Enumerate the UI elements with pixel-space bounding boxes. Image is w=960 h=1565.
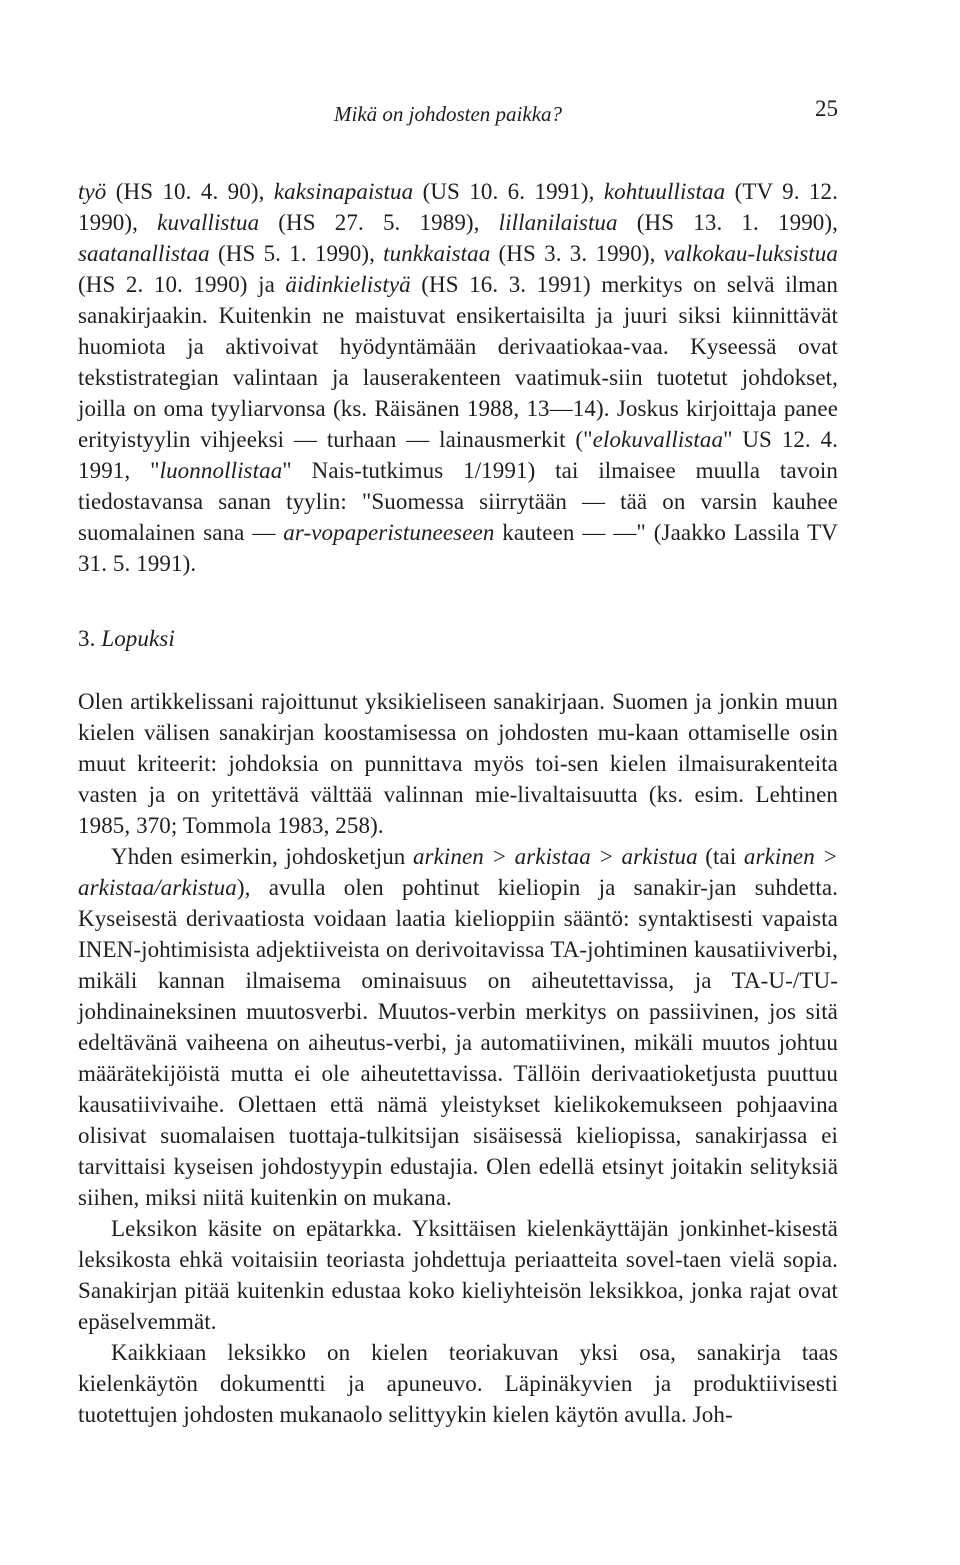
running-title: Mikä on johdosten paikka? (334, 102, 563, 126)
example-word: kohtuullistaa (603, 179, 726, 204)
text-span: (HS 16. 3. 1991) merkitys on selvä ilman sanakirjaakin. Kuitenkin ne maistuvat ensikertaisilta ja juuri siksi kiinnittävät huomiota ja aktivoivat hyödyntämään derivaatiokaa-vaa. Kyseessä ovat tekstistrategian valintaan ja lauserakenteen vaatimuk-siin tuotetut johdokset, joilla on oma tyyliarvonsa (ks. Räisänen 1988, 13—14). Joskus kirjoittaja panee erityistyylin vihjeeksi — turhaan — lainausmerkit (" (78, 272, 838, 452)
paragraph: Olen artikkelissani rajoittunut yksikieliseen sanakirjaan. Suomen ja jonkin muun kielen välisen sanakirjan koostamisessa on johdosten mu-kaan ottamiselle osin muut kriteerit: johdoksia on punnittava myös toi-sen kielen ilmaisurakenteita vasten ja on yritettävä välttää valinnan mie-livaltaisuutta (ks. esim. Lehtinen 1985, 370; Tommola 1983, 258). (78, 689, 838, 838)
text-span: (HS 3. 3. 1990), (490, 241, 664, 266)
text-span: (US 10. 6. 1991), (413, 179, 604, 204)
section-heading (78, 623, 838, 654)
text-span: (HS 27. 5. 1989), (259, 210, 499, 235)
example-word: elokuvallistaa (592, 427, 724, 452)
example-word: luonnollistaa (159, 458, 283, 483)
paragraph-continued (78, 176, 838, 579)
text-span: (tai (697, 844, 744, 869)
section-title: Lopuksi (101, 626, 175, 651)
example-word: ar-vopaperistuneeseen (283, 520, 495, 545)
example-word: äidinkielistyä (285, 272, 411, 297)
example-chain: arkinen > arkistaa/arkistua (78, 844, 839, 900)
book-page (78, 96, 838, 1430)
text-span: (HS 2. 10. 1990) ja (78, 272, 286, 297)
page-number: 25 (815, 96, 838, 121)
text-span: (HS 13. 1. 1990), (617, 210, 838, 235)
text-span: ), avulla olen pohtinut kieliopin ja sanakir-jan suhdetta. Kyseisestä derivaatiosta voidaan laatia kielioppiin sääntö: syntaktisesti vapaista INEN-johtimisista adjektiiveista on derivoitavissa TA-johtiminen kausatiiviverbi, mikäli kannan ilmaisema ominaisuus on aiheutettavissa, ja TA-U-/TU-johdinaineksinen muutosverbi. Muutos-verbin merkitys on passiivinen, jos sitä edeltävänä vaiheena on aiheutus-verbi, ja automatiivinen, mikäli muutos johtuu määrätekijöistä mutta ei ole aiheutettavissa. Tällöin derivaatioketjusta puuttuu kausatiivivaihe. Olettaen että nämä yleistykset kielikokemukseen pohjaavina olisivat suomalaisen tuottaja-tulkitsijan sisäisessä kieliopissa, sanakirjassa ei tarvittaisi kyseisen johdostyypin edustajia. Olen edellä etsinyt joitakin selityksiä siihen, miksi niitä kuitenkin on mukana. (78, 875, 838, 1210)
section-number: 3. (78, 626, 102, 651)
text-span: kauteen — —" (Jaakko Lassila TV 31. 5. 1991). (78, 520, 839, 576)
text-span: (TV 9. 12. 1990), (78, 179, 838, 235)
example-chain: arkinen > arkistaa > arkistua (412, 844, 698, 869)
example-word: työ (78, 179, 107, 204)
running-header (78, 96, 838, 136)
body-text (78, 176, 838, 1430)
example-word: valkokau-luksistua (663, 241, 838, 266)
example-word: saatanallistaa (78, 241, 210, 266)
text-span: (HS 5. 1. 1990), (209, 241, 384, 266)
paragraph (78, 841, 838, 1213)
example-word: tunkkaistaa (383, 241, 491, 266)
paragraph: Kaikkiaan leksikko on kielen teoriakuvan yksi osa, sanakirja taas kielenkäytön dokumentti ja apuneuvo. Läpinäkyvien ja produktiivisesti tuotettujen johdosten mukanaolo selittyykin kielen käytön avulla. Joh- (78, 1340, 838, 1427)
text-span: " US 12. 4. 1991, " (78, 427, 838, 483)
paragraph: Leksikon käsite on epätarkka. Yksittäisen kielenkäyttäjän jonkinhet-kisestä leksikosta ehkä voitaisiin teoriasta johdettuja periaatteita sovel-taen vielä sopia. Sanakirjan pitää kuitenkin edustaa koko kieliyhteisön leksikkoa, jonka rajat ovat epäselvemmät. (78, 1216, 838, 1334)
example-word: lillanilaistua (498, 210, 618, 235)
example-word: kuvallistua (157, 210, 260, 235)
text-span: Yhden esimerkin, johdosketjun (111, 844, 413, 869)
text-span: (HS 10. 4. 90), (106, 179, 274, 204)
example-word: kaksinapaistua (273, 179, 414, 204)
text-span: " Nais-tutkimus 1/1991) tai ilmaisee muulla tavoin tiedostavansa sanan tyylin: "Suomessa siirrytään — tää on varsin kauhee suomalainen sana — (78, 458, 839, 545)
